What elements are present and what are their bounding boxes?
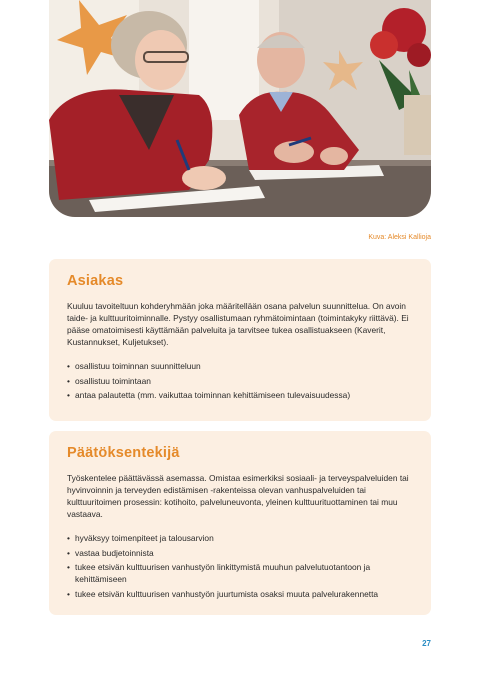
section-body: Työskentelee päättävässä asemassa. Omistaa esimerkiksi sosiaali- ja terveyspalveluiden tai hyvinvoinnin ja terveyden edistämisen -rakenteissa olevan vanhuspalveluiden tai kulttuuritoimen prosessin: kotihoito, palveluneuvonta, yleinen kulttuurituottaminen tai muu vastaava.: [67, 473, 409, 519]
section-title: Asiakas: [67, 273, 124, 289]
section-body: Kuuluu tavoiteltuun kohderyhmään joka määritellään osana palvelun suunnittelua. On avoin taide- ja kulttuuritoiminnalle. Pystyy osallistumaan ryhmätoimintaan (toimintakyky riittävä). Ei pääse omatoimisesti käyttämään palveluita ja tarvitsee tukea osallistuakseen (Kaverit, Kustannukset, Kuljetukset).: [67, 301, 409, 347]
list-item: • osallistuu toimintaan: [67, 375, 413, 387]
list-item: • hyväksyy toimenpiteet ja talousarvion: [67, 532, 413, 544]
list-item: • vastaa budjetoinnista: [67, 547, 413, 559]
list-item: • tukee etsivän kulttuurisen vanhustyön linkittymistä muuhun palvelutuotantoon ja kehittämiseen: [67, 561, 413, 585]
page-number: 27: [422, 639, 431, 648]
list-item: • antaa palautetta (mm. vaikuttaa toiminnan kehittämiseen tulevaisuudessa): [67, 389, 413, 401]
photo-credit: Kuva: Aleksi Kallioja: [368, 234, 431, 241]
bullet-list: [67, 532, 413, 600]
bullet-list: [67, 360, 413, 401]
photo-elderly-couple-writing: [49, 0, 431, 217]
list-item: • osallistuu toiminnan suunnitteluun: [67, 360, 413, 372]
section-asiakas: [49, 259, 431, 421]
list-item: • tukee etsivän kulttuurisen vanhustyön juurtumista osaksi muuta palvelurakennetta: [67, 588, 413, 600]
section-title: Päätöksentekijä: [67, 445, 180, 461]
section-paatoksentekija: [49, 431, 431, 615]
